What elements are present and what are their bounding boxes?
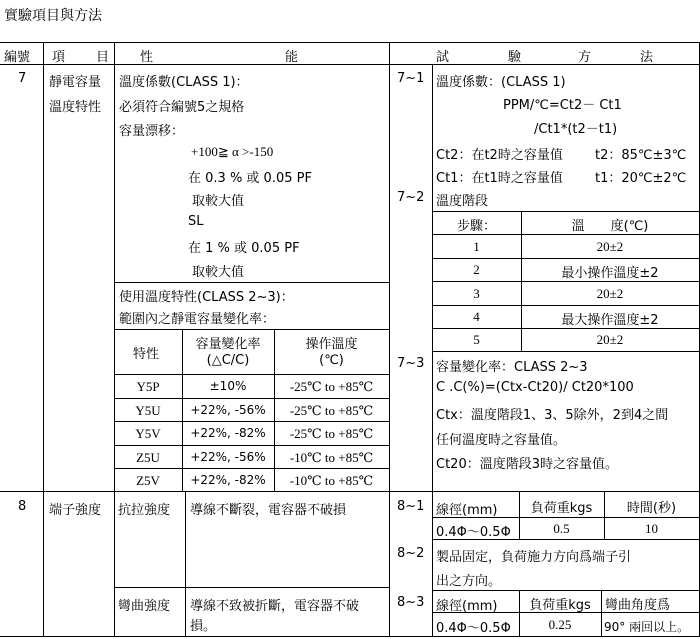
test-7-1-formula: /Ct1*(t2－t1) (534, 122, 618, 137)
header-item-1: 項 (52, 50, 66, 65)
t83-header: 負荷重kgs (529, 598, 591, 613)
steps-table-bottom (432, 351, 699, 352)
header-char-2: 能 (285, 50, 299, 65)
header-char-1: 性 (140, 50, 154, 65)
spec-cell: Y5P (136, 379, 160, 394)
step-cell: 4 (473, 309, 480, 324)
spec-header-temp-unit: (℃) (319, 353, 344, 368)
test-label-8-2: 8~2 (397, 546, 425, 561)
spec-row-divider (114, 445, 389, 446)
test-7-1-formula: PPM/℃=Ct2－ Ct1 (503, 98, 622, 113)
t81-value: 0.4Φ～0.5Φ (436, 525, 511, 540)
t83-value: 0.4Φ～0.5Φ (436, 621, 511, 636)
col-divider-testlabel (432, 64, 433, 636)
table-top-border (0, 42, 700, 43)
char-line: 取較大值 (192, 194, 245, 209)
step-cell: 20±2 (596, 332, 624, 347)
spec-cell: +22%, -82% (190, 473, 266, 487)
steps-row-divider (432, 281, 699, 282)
spec-cell: Y5V (135, 426, 161, 441)
steps-header-temp: 溫 度(℃) (571, 219, 649, 234)
t81-value: 0.5 (553, 521, 570, 536)
spec-header-temp: 操作溫度 (305, 337, 358, 352)
spec-header-rate-unit: (△C/C) (206, 353, 250, 368)
test-label-8-3: 8~3 (397, 595, 425, 610)
step-cell: 2 (473, 262, 480, 277)
header-test-2: 驗 (508, 50, 522, 65)
col-divider-no (43, 42, 44, 636)
row8-item: 端子強度 (49, 503, 102, 518)
row7-bottom-border (0, 491, 700, 492)
bend-label: 彎曲強度 (118, 599, 171, 614)
test-7-1-line: Ct1：在t1時之容量值 (436, 171, 563, 186)
t83-top-line (432, 590, 699, 591)
spec-cell: +22%, -82% (190, 426, 266, 440)
spec-cell: -10℃ to +85℃ (289, 450, 374, 465)
page-title: 實驗項目與方法 (4, 8, 102, 24)
test-7-3-line: 任何溫度時之容量值。 (436, 433, 567, 448)
t83-col-divider (601, 590, 602, 636)
spec-row-divider (114, 468, 389, 469)
step-cell: 最大操作溫度±2 (561, 313, 659, 328)
header-test-4: 法 (640, 50, 654, 65)
steps-row-divider (432, 328, 699, 329)
step-cell: 20±2 (596, 239, 624, 254)
char-line: 取較大值 (192, 265, 245, 280)
test-7-3-line: 容量變化率：CLASS 2~3 (436, 360, 588, 375)
class23-top-border (114, 282, 389, 283)
step-cell: 1 (473, 239, 480, 254)
test-label-7-3: 7~3 (397, 356, 425, 371)
steps-table-top (432, 211, 699, 212)
char-line: 在 1 % 或 0.05 PF (188, 241, 300, 256)
step-cell: 5 (473, 332, 480, 347)
char-line: 在 0.3 % 或 0.05 PF (188, 171, 312, 186)
test-7-3-line: C .C(%)=(Ctx-Ct20)/ Ct20*100 (436, 380, 634, 395)
char-line: 溫度係數(CLASS 1)： (119, 75, 249, 90)
t83-value: 0.25 (548, 617, 572, 632)
test-7-2-title: 溫度階段 (436, 194, 489, 209)
col-divider-item (114, 42, 115, 636)
class23-line1: 使用溫度特性(CLASS 2~3)： (119, 290, 294, 305)
spec-cell: -25℃ to +85℃ (289, 426, 374, 441)
step-cell: 3 (473, 286, 480, 301)
header-item-2: 目 (96, 50, 110, 65)
test-7-3-line: Ctx：溫度階段1、3、5除外，2到4之間 (436, 408, 669, 423)
char-line: 容量漂移： (119, 124, 185, 139)
step-cell: 20±2 (596, 286, 624, 301)
t83-header: 線徑(mm) (436, 599, 498, 614)
t81-value: 10 (645, 521, 658, 536)
class23-line2: 範圍內之靜電容量變化率： (119, 312, 276, 327)
test-7-1-line: Ct2：在t2時之容量值 (436, 148, 563, 163)
spec-cell: ±10% (209, 379, 247, 393)
table-bottom-border (0, 636, 700, 637)
spec-cell: -10℃ to +85℃ (289, 473, 374, 488)
steps-row-divider (432, 234, 699, 235)
test-label-7-1: 7~1 (397, 71, 425, 86)
test-label-7-2: 7~2 (397, 190, 425, 205)
steps-header-step: 步驟： (456, 219, 496, 234)
col-divider-char (389, 42, 390, 636)
spec-cell: +22%, -56% (190, 450, 266, 464)
t82-line1: 製品固定，負荷施力方向爲端子引 (436, 550, 632, 565)
char-line: 必須符合編號5之規格 (119, 100, 245, 115)
row8-sub-col-divider (185, 491, 186, 636)
spec-cell: -25℃ to +85℃ (289, 379, 374, 394)
t82-line2: 出之方向。 (436, 574, 502, 589)
header-no: 編號 (4, 50, 31, 65)
char-line: SL (188, 214, 204, 229)
char-line: +100≧ α >-150 (191, 144, 274, 159)
row8-no: 8 (18, 499, 27, 514)
spec-header-rate: 容量變化率 (195, 337, 261, 352)
spec-row-divider (114, 398, 389, 399)
spec-cell: Z5U (136, 450, 160, 465)
steps-row-divider (432, 305, 699, 306)
bend-spec-line1: 導線不致被折斷，電容器不破 (190, 599, 360, 614)
spec-cell: -25℃ to +85℃ (289, 403, 374, 418)
header-test-1: 試 (436, 50, 450, 65)
spec-cell: Z5V (136, 473, 160, 488)
test-7-1-line: 溫度係數：(CLASS 1) (436, 75, 566, 90)
t83-header: 彎曲角度爲 (605, 598, 671, 613)
row7-item-line1: 靜電容量 (49, 75, 102, 90)
test-7-3-line: Ct20：溫度階段3時之容量值。 (436, 457, 618, 472)
spec-table-top (114, 329, 389, 330)
test-7-1-line: t2：85℃±3℃ (595, 148, 687, 163)
spec-cell: +22%, -56% (190, 403, 266, 417)
t81-header: 時間(秒) (626, 501, 677, 516)
t81-header: 線徑(mm) (436, 503, 498, 518)
spec-row-divider (114, 421, 389, 422)
bend-spec-line2: 損。 (190, 619, 217, 634)
test-label-8-1: 8~1 (397, 499, 425, 514)
tensile-label: 抗拉強度 (118, 503, 171, 518)
t81-header: 負荷重kgs (530, 501, 593, 516)
spec-cell: Y5U (135, 403, 161, 418)
tensile-spec: 導線不斷裂，電容器不破損 (190, 503, 347, 518)
header-test-3: 方 (578, 50, 592, 65)
row7-item-line2: 溫度特性 (49, 100, 102, 115)
row7-no: 7 (18, 71, 27, 86)
step-cell: 最小操作溫度±2 (561, 266, 659, 281)
spec-table-header-bottom (114, 374, 389, 375)
row8-sub-row-divider (114, 587, 389, 588)
spec-header-char: 特性 (133, 347, 160, 362)
t83-value: 90° 兩回以上。 (604, 620, 690, 634)
steps-row-divider (432, 258, 699, 259)
test-7-1-line: t1：20℃±2℃ (595, 171, 687, 186)
